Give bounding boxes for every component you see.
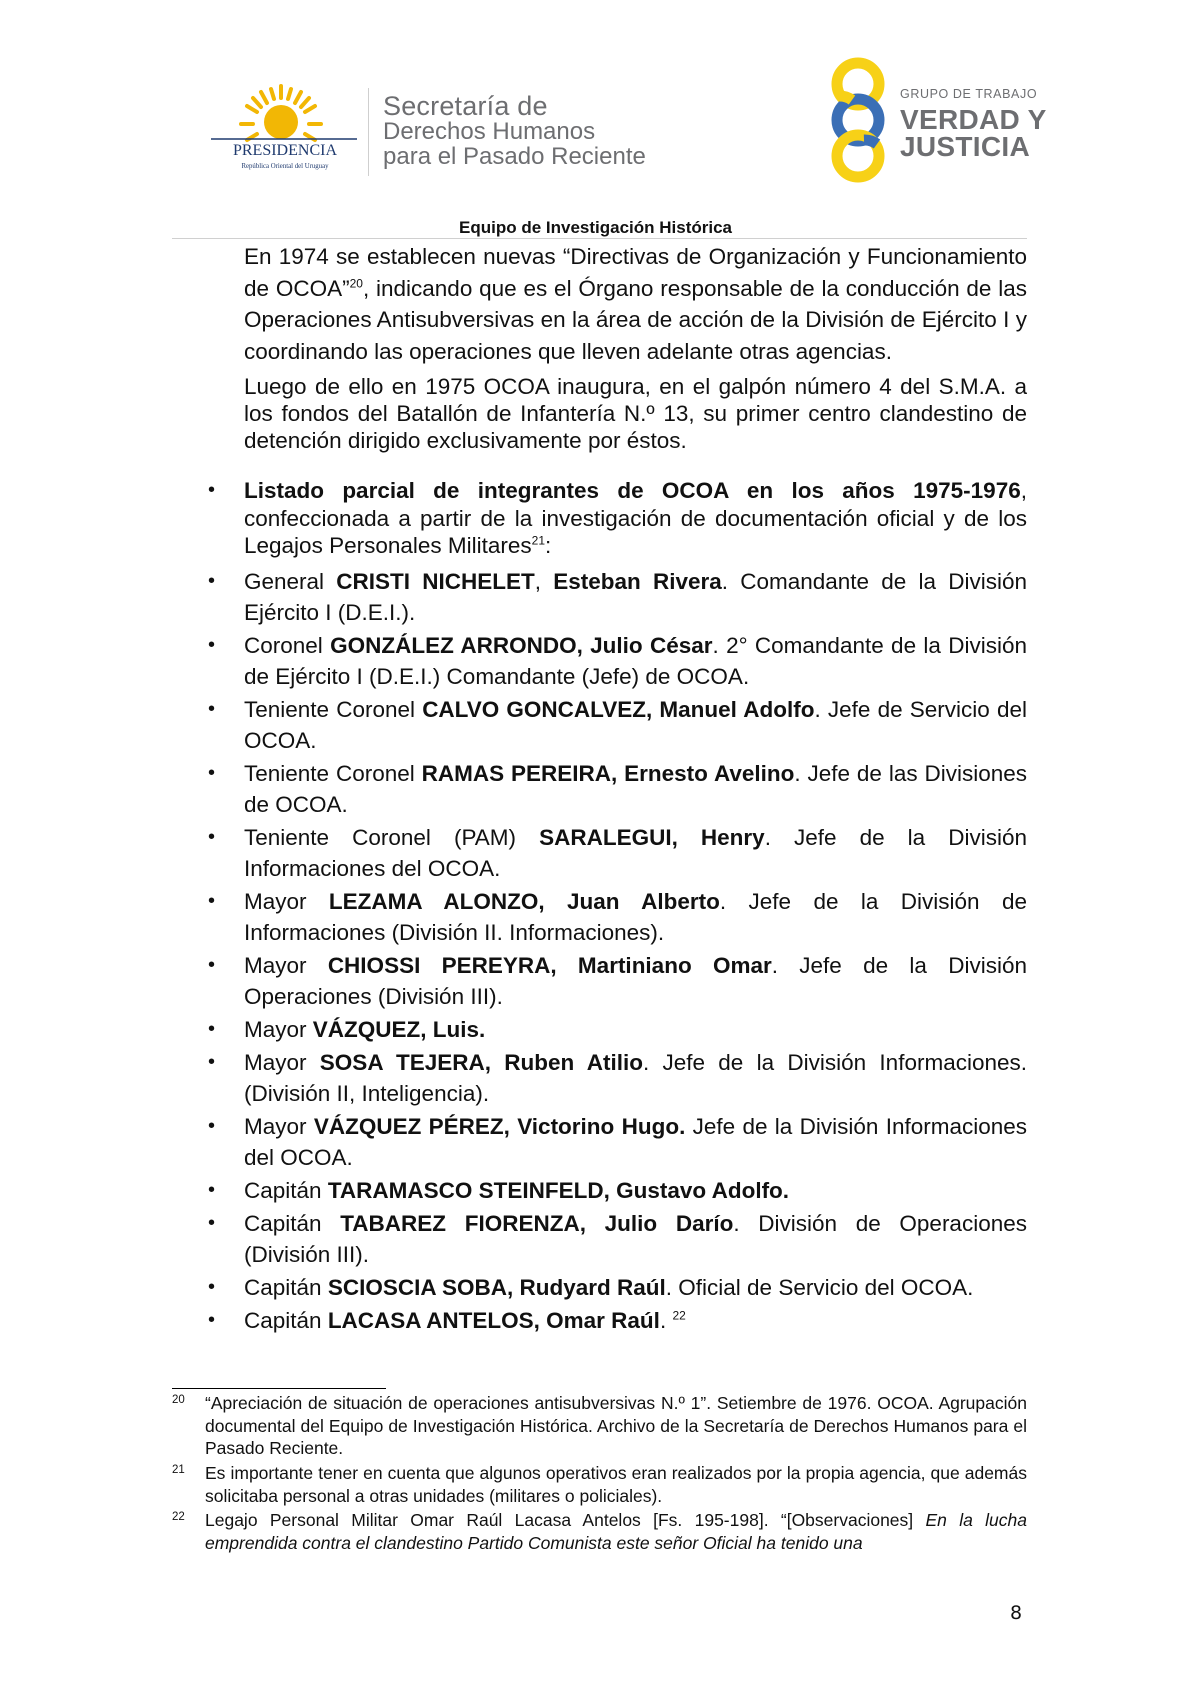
list-item: • Teniente Coronel RAMAS PEREIRA, Ernesto Avelino. Jefe de las Divisiones de OCOA.	[244, 758, 1027, 820]
list-item: • Mayor SOSA TEJERA, Ruben Atilio. Jefe de la División Informaciones. (División II, Inteligencia).	[244, 1047, 1027, 1109]
footnote-italic-quote: En la lucha emprendida contra el clandestino Partido Comunista este señor Oficial ha tenido una	[205, 1510, 1027, 1553]
footnote-ref-21[interactable]: 21	[531, 533, 546, 548]
secretaria-line2: Derechos Humanos	[383, 118, 596, 145]
secretaria-line3: para el Pasado Reciente	[383, 143, 646, 170]
members-list	[244, 477, 1027, 1336]
main-content	[244, 241, 1027, 1336]
grupo-trabajo-wordmark	[900, 88, 1047, 160]
footnote-text: “Apreciación de situación de operaciones antisubversivas N.º 1”. Setiembre de 1976. OCOA. Agrupación documental del Equipo de Investigación Histórica. Archivo de la Secretaría de Derechos Humanos para el Pasado Reciente.	[205, 1393, 1027, 1458]
paragraph-2: Luego de ello en 1975 OCOA inaugura, en el galpón número 4 del S.M.A. a los fondos del Batallón de Infantería N.º 13, su primer centro clandestino de detención dirigido exclusivamente por éstos.	[244, 374, 1027, 453]
list-item: • Capitán LACASA ANTELOS, Omar Raúl. $^{22}$	[244, 1305, 1027, 1336]
list-intro-bold: Listado parcial de integrantes de OCOA en los años 1975-1976	[244, 478, 1021, 503]
list-item: • Capitán TABAREZ FIORENZA, Julio Darío. División de Operaciones (División III).	[244, 1208, 1027, 1270]
page-number: 8	[1010, 1602, 1023, 1624]
paragraph-1-text-cont: , indicando que es el Órgano responsable de la conducción de las Operaciones Antisubversivas en la área de acción de la División de Ejército I y coordinando las operaciones que lleven adelante otras agencias.	[244, 275, 1028, 364]
footnote-number: 20	[172, 1394, 185, 1406]
list-intro-end: :	[545, 533, 552, 558]
paragraph-1	[244, 241, 1027, 367]
list-item: • Mayor LEZAMA ALONZO, Juan Alberto. Jefe de la División de Informaciones (División II. Informaciones).	[244, 886, 1027, 948]
svg-text:República Oriental del Uruguay: República Oriental del Uruguay	[241, 163, 329, 170]
footnote-text: Es importante tener en cuenta que algunos operativos eran realizados por la propia agencia, que además solicitaba personal a otras unidades (militares o policiales).	[205, 1463, 1027, 1506]
footnote-21	[172, 1462, 1027, 1507]
list-intro-text: , confeccionada a partir de la investigación de documentación oficial y de los Legajos Personales Militares	[244, 478, 1027, 558]
list-item: • Mayor CHIOSSI PEREYRA, Martiniano Omar. Jefe de la División Operaciones (División III).	[244, 950, 1027, 1012]
list-item: • Coronel GONZÁLEZ ARRONDO, Julio César. 2° Comandante de la División de Ejército I (D.E.I.) Comandante (Jefe) de OCOA.	[244, 630, 1027, 692]
list-item: • Teniente Coronel CALVO GONCALVEZ, Manuel Adolfo. Jefe de Servicio del OCOA.	[244, 694, 1027, 756]
sun-icon	[241, 86, 321, 140]
presidencia-logo	[205, 82, 365, 177]
header-divider	[368, 88, 369, 176]
svg-text:PRESIDENCIA: PRESIDENCIA	[232, 142, 338, 159]
list-item: • Mayor VÁZQUEZ PÉREZ, Victorino Hugo. Jefe de la División Informaciones del OCOA.	[244, 1111, 1027, 1173]
footnote-number: 22	[172, 1511, 185, 1523]
footnote-ref-20[interactable]: 20	[349, 276, 363, 290]
list-item: • Mayor VÁZQUEZ, Luis.	[244, 1014, 1027, 1045]
footnote-number: 21	[172, 1464, 185, 1476]
footnote-20	[172, 1392, 1027, 1460]
secretaria-line1: Secretaría de	[383, 91, 548, 121]
footnote-ref-22[interactable]: 22	[672, 1308, 686, 1322]
paragraph-1-text: En 1974 se establecen nuevas “Directivas de Organización y Funcionamiento de OCOA”	[244, 244, 1027, 301]
grupo-line3: JUSTICIA	[900, 130, 1030, 162]
secretaria-title	[383, 91, 646, 170]
header-equipo: Equipo de Investigación Histórica	[459, 218, 732, 237]
list-intro	[244, 477, 1027, 560]
header-rule	[172, 238, 1027, 239]
footnote-text: Legajo Personal Militar Omar Raúl Lacasa Antelos [Fs. 195-198]. “[Observaciones] En la lucha emprendida contra el clandestino Partido Comunista este señor Oficial ha tenido una	[205, 1510, 1027, 1553]
list-item: • Capitán SCIOSCIA SOBA, Rudyard Raúl. Oficial de Servicio del OCOA.	[244, 1272, 1027, 1303]
list-item: • Teniente Coronel (PAM) SARALEGUI, Henry. Jefe de la División Informaciones del OCOA.	[244, 822, 1027, 884]
footnote-separator	[172, 1388, 386, 1389]
grupo-line1: GRUPO DE TRABAJO	[900, 87, 1038, 101]
grupo-line2: VERDAD Y	[900, 103, 1047, 135]
list-item: • Capitán TARAMASCO STEINFELD, Gustavo Adolfo.	[244, 1175, 1027, 1206]
list-item: • General CRISTI NICHELET, Esteban Rivera. Comandante de la División Ejército I (D.E.I.).	[244, 566, 1027, 628]
footnote-22	[172, 1509, 1027, 1554]
